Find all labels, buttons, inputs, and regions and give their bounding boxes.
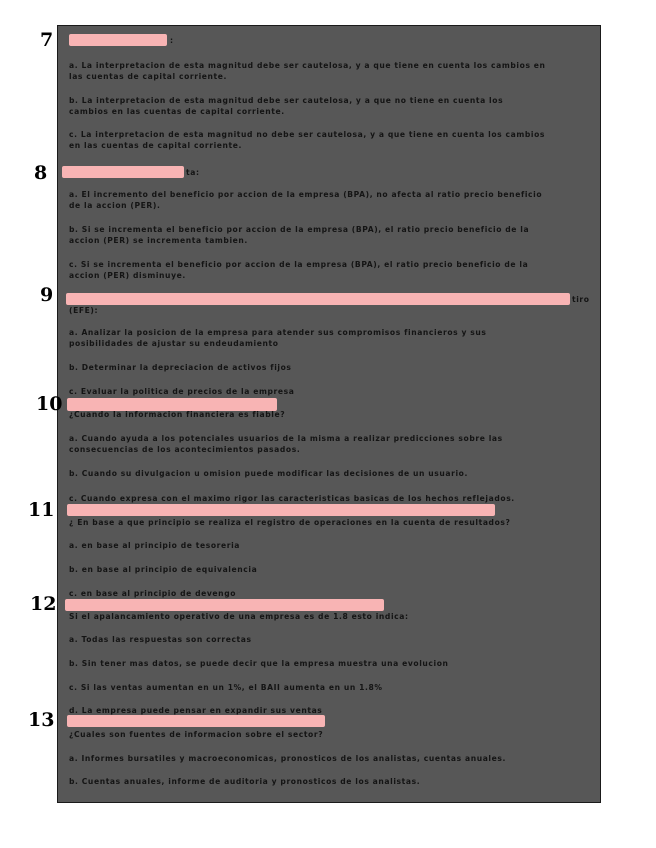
question-number-13: 13 — [28, 709, 55, 731]
question-10-option-c[interactable]: c. Cuando expresa con el maximo rigor las caracteristicas basicas de los hechos reflejados. — [69, 494, 515, 503]
question-8-option-b-line2[interactable]: accion (PER) se incrementa tambien. — [69, 236, 248, 245]
question-7-option-a-line1[interactable]: a. La interpretacion de esta magnitud debe ser cautelosa, y a que tiene en cuenta los cambios en — [69, 61, 546, 70]
question-11-option-b[interactable]: b. en base al principio de equivalencia — [69, 565, 258, 574]
question-9-option-a-line1[interactable]: a. Analizar la posicion de la empresa para atender sus compromisos financieros y sus — [69, 328, 487, 337]
exam-page — [57, 25, 601, 803]
redaction-highlight-q8 — [62, 166, 184, 178]
question-12-option-c[interactable]: c. Si las ventas aumentan en un 1%, el BAII aumenta en un 1.8% — [69, 683, 383, 692]
question-9-option-b[interactable]: b. Determinar la depreciacion de activos fijos — [69, 363, 292, 372]
question-number-10: 10 — [36, 393, 63, 415]
question-8-option-b-line1[interactable]: b. Si se incrementa el beneficio por accion de la empresa (BPA), el ratio precio beneficio de la — [69, 225, 530, 234]
question-11-option-a[interactable]: a. en base al principio de tesoreria — [69, 541, 241, 550]
question-9-stem-tail: tiro — [572, 295, 590, 304]
question-12-stem: Si el apalancamiento operativo de una empresa es de 1.8 esto indica: — [69, 612, 409, 621]
question-11-stem: ¿ En base a que principio se realiza el registro de operaciones en la cuenta de resultados? — [69, 518, 511, 527]
question-8-option-a-line1[interactable]: a. El incremento del beneficio por accion de la empresa (BPA), no afecta al ratio precio beneficio — [69, 190, 543, 199]
question-10-option-a-line2[interactable]: consecuencias de los acontecimientos pasados. — [69, 445, 301, 454]
question-8-option-c-line2[interactable]: accion (PER) disminuye. — [69, 271, 186, 280]
question-number-8: 8 — [34, 162, 48, 184]
question-number-7: 7 — [40, 29, 54, 51]
question-11-option-c[interactable]: c. en base al principio de devengo — [69, 589, 237, 598]
question-7-stem-tail: : — [170, 36, 174, 45]
question-number-11: 11 — [28, 499, 55, 521]
question-9-option-c[interactable]: c. Evaluar la politica de precios de la empresa — [69, 387, 295, 396]
question-7-option-a-line2[interactable]: las cuentas de capital corriente. — [69, 72, 228, 81]
redaction-highlight-q7 — [69, 34, 167, 46]
question-number-9: 9 — [40, 284, 54, 306]
question-7-option-c-line2[interactable]: en las cuentas de capital corriente. — [69, 141, 243, 150]
question-8-stem-tail: ta: — [186, 168, 200, 177]
question-9-option-a-line2[interactable]: posibilidades de ajustar su endeudamiento — [69, 339, 279, 348]
question-10-option-b[interactable]: b. Cuando su divulgacion u omision puede modificar las decisiones de un usuario. — [69, 469, 468, 478]
question-13-stem: ¿Cuales son fuentes de informacion sobre el sector? — [69, 730, 324, 739]
redaction-highlight-q11 — [67, 504, 495, 516]
question-10-option-a-line1[interactable]: a. Cuando ayuda a los potenciales usuarios de la misma a realizar predicciones sobre las — [69, 434, 503, 443]
question-8-option-c-line1[interactable]: c. Si se incrementa el beneficio por accion de la empresa (BPA), el ratio precio beneficio de la — [69, 260, 529, 269]
redaction-highlight-q13 — [67, 715, 325, 727]
question-13-option-b[interactable]: b. Cuentas anuales, informe de auditoria y pronosticos de los analistas. — [69, 777, 421, 786]
redaction-highlight-q9 — [66, 293, 570, 305]
question-13-option-a[interactable]: a. Informes bursatiles y macroeconomicas, pronosticos de los analistas, cuentas anuales. — [69, 754, 506, 763]
question-7-option-b-line2[interactable]: cambios en las cuentas de capital corriente. — [69, 107, 285, 116]
question-7-option-b-line1[interactable]: b. La interpretacion de esta magnitud debe ser cautelosa, y a que no tiene en cuenta los — [69, 96, 504, 105]
redaction-highlight-q12 — [65, 599, 384, 611]
question-7-option-c-line1[interactable]: c. La interpretacion de esta magnitud no debe ser cautelosa, y a que tiene en cuenta los cambios — [69, 130, 546, 139]
question-number-12: 12 — [30, 593, 57, 615]
question-8-option-a-line2[interactable]: de la accion (PER). — [69, 201, 161, 210]
question-12-option-b[interactable]: b. Sin tener mas datos, se puede decir que la empresa muestra una evolucion — [69, 659, 449, 668]
question-12-option-a[interactable]: a. Todas las respuestas son correctas — [69, 635, 252, 644]
question-9-stem-line2: (EFE): — [69, 306, 99, 315]
question-10-stem: ¿Cuando la informacion financiera es fiable? — [69, 410, 286, 419]
question-12-option-d[interactable]: d. La empresa puede pensar en expandir sus ventas — [69, 706, 323, 715]
